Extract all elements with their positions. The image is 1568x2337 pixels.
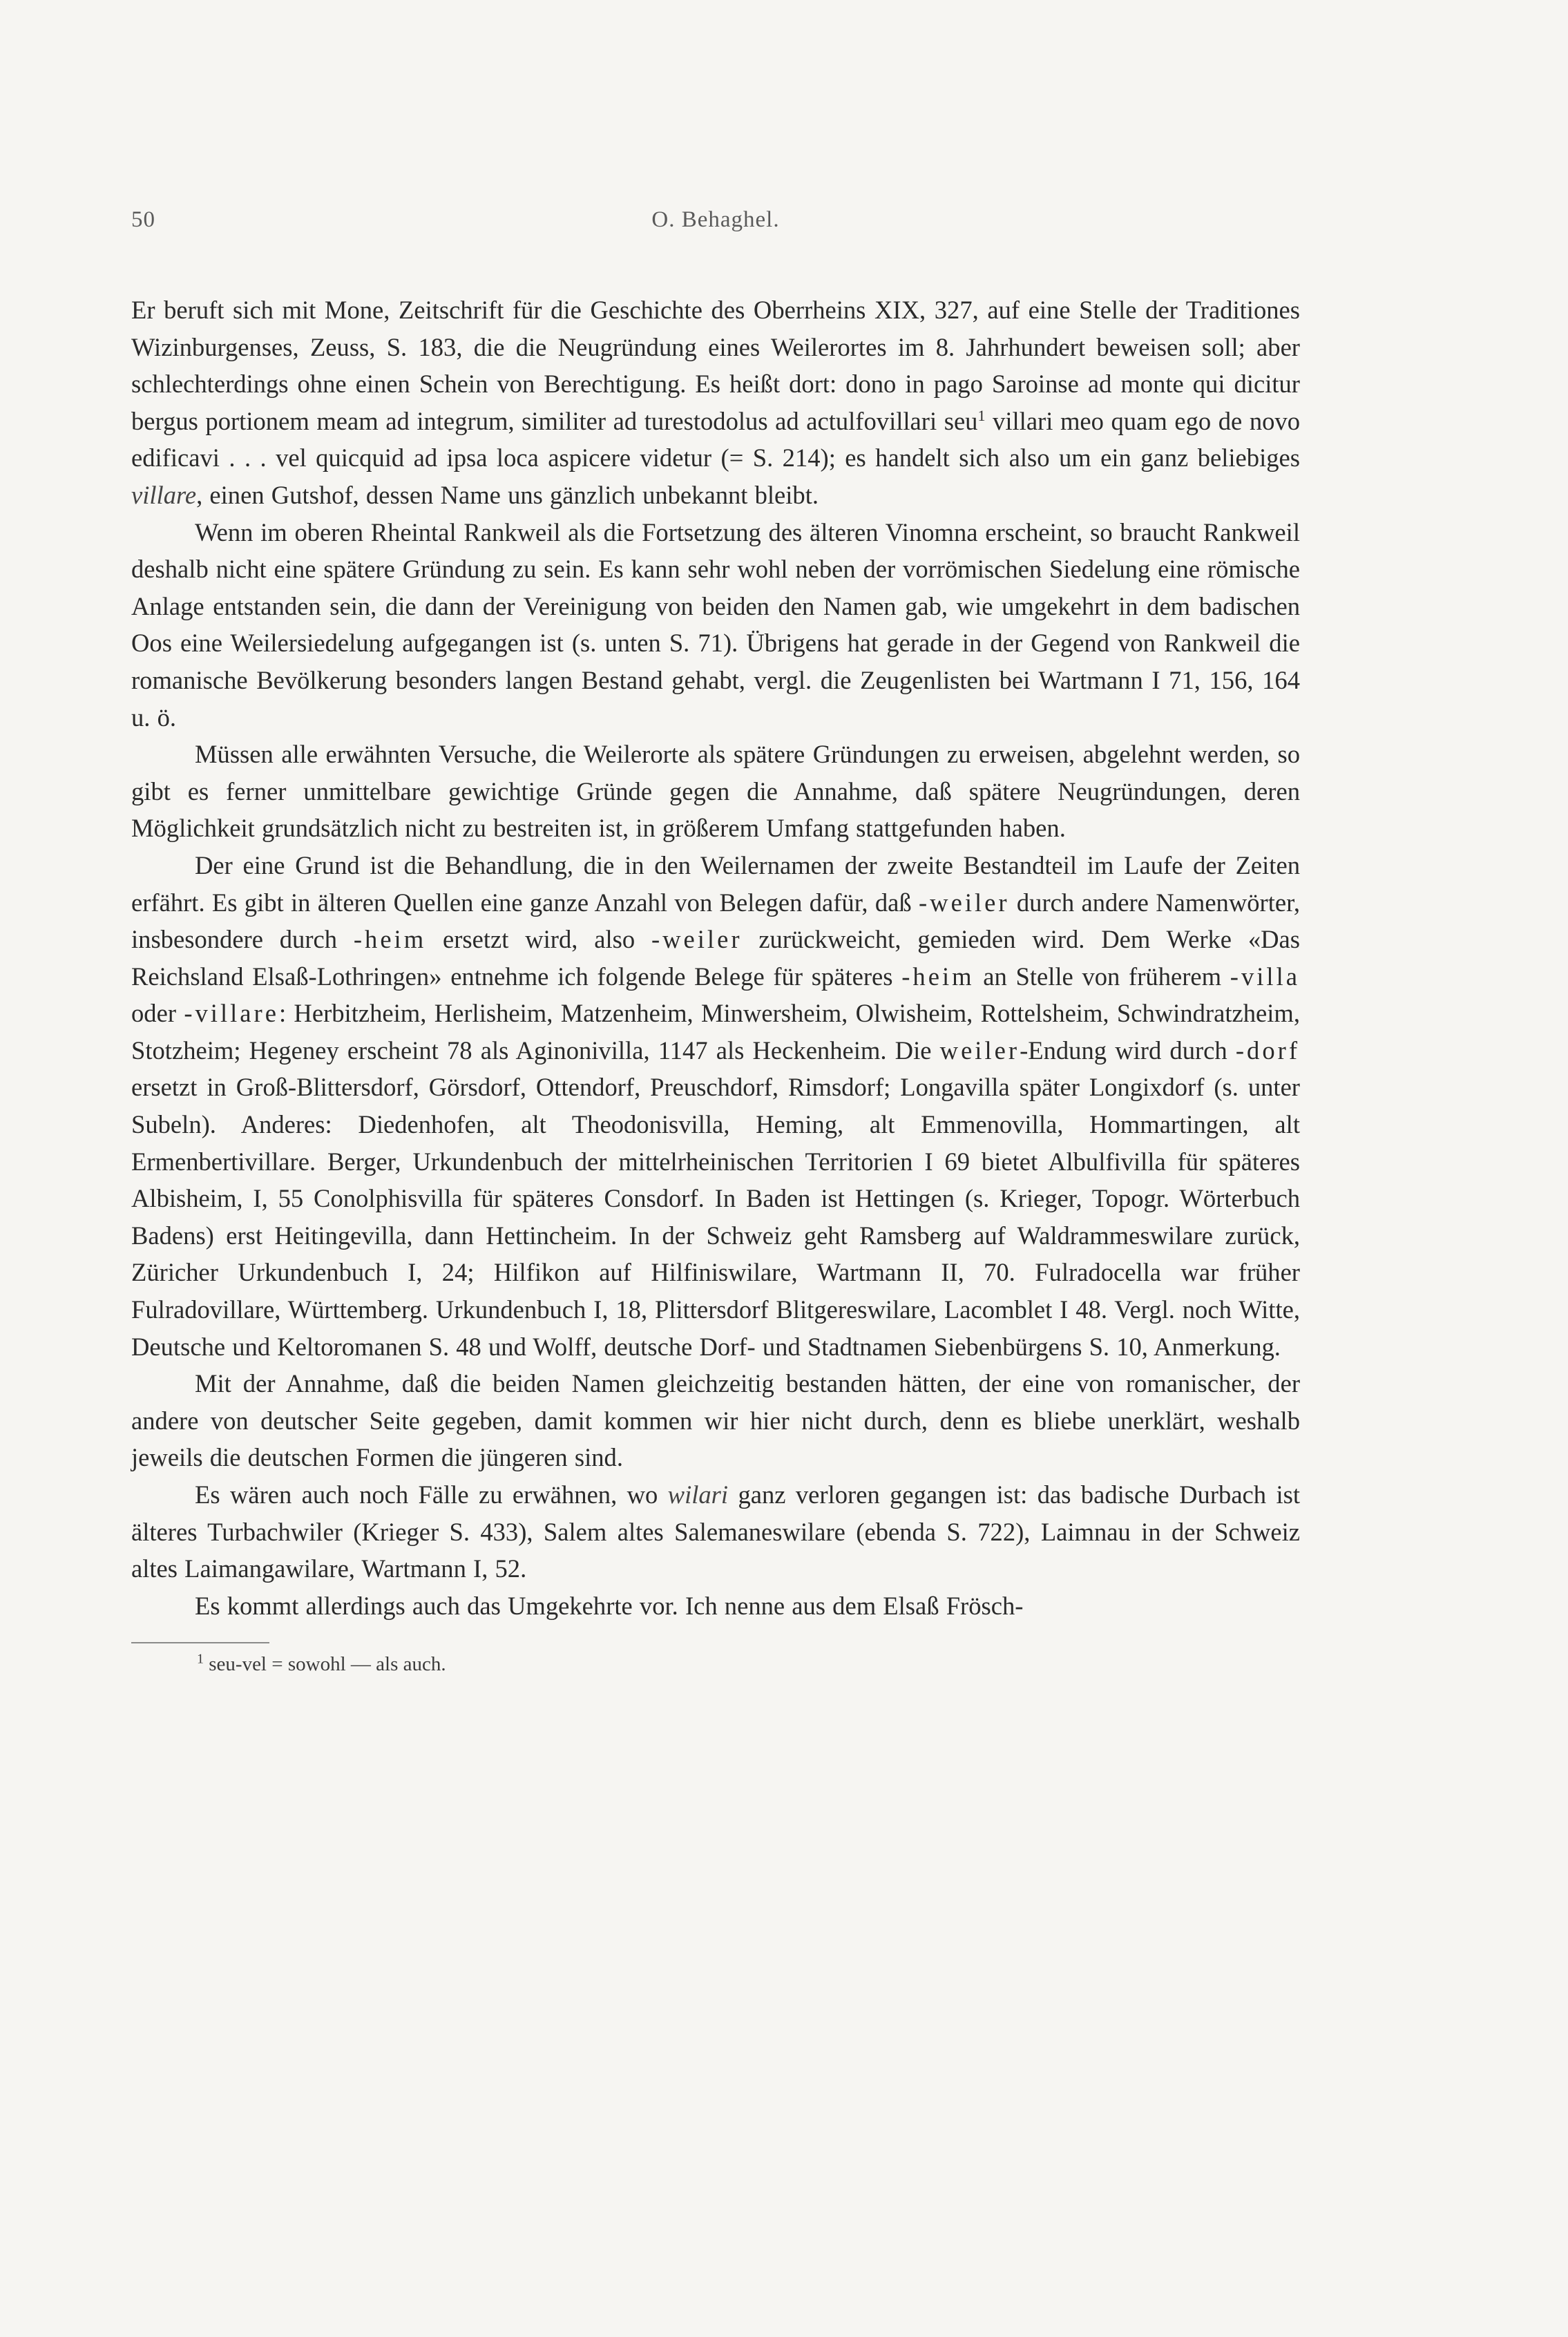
page-number: 50: [131, 207, 155, 232]
footnote: [197, 1653, 1300, 1676]
spaced-term: -dorf: [1235, 1036, 1300, 1065]
text-run: ganz verloren gegangen ist: das badische Durbach ist älteres Turbachwiler (Krieger S. 433), Salem altes Salemaneswilare (ebenda S. 722), Laimnau in der Schweiz altes Laimangawilare, Wartmann I, 52.: [131, 1480, 1300, 1583]
text-run: Er beruft sich mit Mone, Zeitschrift für die Geschichte des Oberrheins XIX, 327, auf eine Stelle der Traditiones Wizinburgenses, Zeuss, S. 183, die die Neugründung eines Weilerortes im 8. Jahrhundert beweisen soll; aber schlechterdings ohne einen Schein von Berechtigung. Es heißt dort: dono in pago Saroinse ad monte qui dicitur bergus portionem meam ad integrum, similiter ad turestodolus ad actulfovillari seu: [131, 296, 1300, 435]
paragraph-1: [131, 292, 1300, 514]
text-run: oder: [131, 999, 184, 1028]
spaced-term: -villare: [184, 999, 279, 1028]
footnote-marker: 1: [197, 1651, 204, 1667]
running-head-author: O. Behaghel.: [651, 207, 780, 232]
footnote-reference: 1: [977, 406, 986, 424]
text-run: Der eine Grund ist die Behandlung, die in den Weilernamen der zweite Bestandteil im Laufe der Zeiten erfährt. Es gibt in älteren Quellen eine ganze Anzahl von Belegen dafür, daß: [131, 850, 1300, 917]
page: [131, 207, 1300, 1676]
paragraph-2: Wenn im oberen Rheintal Rankweil als die Fortsetzung des älteren Vinomna erscheint, so braucht Rankweil deshalb nicht eine spätere Gründung zu sein. Es kann sehr wohl neben der vorrömischen Siedelung eine römische Anlage entstanden sein, die dann der Vereinigung von beiden den Namen gab, wie umgekehrt in dem badischen Oos eine Weilersiedelung aufgegangen ist (s. unten S. 71). Übrigens hat gerade in der Gegend von Rankweil die romanische Bevölkerung besonders langen Bestand gehabt, vergl. die Zeugenlisten bei Wartmann I 71, 156, 164 u. ö.: [131, 517, 1300, 732]
spaced-term: -heim: [901, 962, 975, 991]
spaced-term: -weiler: [918, 888, 1010, 917]
text-run: ersetzt in Groß-Blittersdorf, Görsdorf, Ottendorf, Preuschdorf, Rimsdorf; Longavilla später Longixdorf (s. unter Subeln). Anderes: Diedenhofen, alt Theodonisvilla, Heming, alt Emmenovilla, Hommartingen, alt Ermenbertivillare. Berger, Urkundenbuch der mittelrheinischen Territorien I 69 bietet Albulfivilla für späteres Albisheim, I, 55 Conolphisvilla für späteres Consdorf. In Baden ist Hettingen (s. Krieger, Topogr. Wörterbuch Badens) erst Heitingevilla, dann Hettincheim. In der Schweiz geht Ramsberg auf Waldrammeswilare zurück, Züricher Urkundenbuch I, 24; Hilfikon auf Hilfiniswilare, Wartmann II, 70. Fulradocella war früher Fulradovillare, Württemberg. Urkundenbuch I, 18, Plittersdorf Blitgereswilare, Lacomblet I 48. Vergl. noch Witte, Deutsche und Keltoromanen S. 48 und Wolff, deutsche Dorf- und Stadtnamen Siebenbürgens S. 10, Anmerkung.: [131, 1073, 1300, 1361]
italic-term: villare: [131, 480, 197, 509]
text-run: zurückweicht, gemieden wird. Dem Werke «Das Reichsland Elsaß-Lothringen» entnehme ich folgende Belege für späteres: [131, 925, 1300, 991]
text-run: ersetzt wird, also: [426, 925, 651, 954]
spaced-term: -heim: [353, 925, 427, 954]
text-run: durch andere Namenwörter, insbesondere durch: [131, 888, 1300, 954]
paragraph-4: [131, 847, 1300, 1365]
spaced-term: -villa: [1230, 962, 1300, 991]
text-run: Es wären auch noch Fälle zu erwähnen, wo: [195, 1480, 668, 1509]
text-run: an Stelle von früherem: [974, 962, 1230, 991]
spaced-term: -weiler: [651, 925, 743, 954]
spaced-term: weiler: [939, 1036, 1020, 1065]
text-run: villari meo quam ego de novo edificavi . . . vel quicquid ad ipsa loca aspicere videtur (= S. 214); es handelt sich also um ein ganz beliebiges: [131, 406, 1300, 473]
body-text: [131, 292, 1300, 1624]
running-head: [131, 207, 1300, 249]
footnote-text: seu-vel = sowohl — als auch.: [204, 1653, 446, 1676]
italic-term: wilari: [667, 1480, 729, 1509]
text-run: , einen Gutshof, dessen Name uns gänzlich unbekannt bleibt.: [196, 480, 819, 509]
footnote-divider: [131, 1642, 269, 1643]
paragraph-6: [131, 1476, 1300, 1587]
text-run: : Herbitzheim, Herlisheim, Matzenheim, Minwersheim, Olwisheim, Rottelsheim, Schwindratzheim, Stotzheim; Hegeney erscheint 78 als Aginonivilla, 1147 als Heckenheim. Die: [131, 999, 1301, 1065]
paragraph-3: Müssen alle erwähnten Versuche, die Weilerorte als spätere Gründungen zu erweisen, abgelehnt werden, so gibt es ferner unmittelbare gewichtige Gründe gegen die Annahme, daß spätere Neugründungen, deren Möglichkeit grundsätzlich nicht zu bestreiten ist, in größerem Umfang stattgefunden haben.: [131, 740, 1300, 843]
paragraph-7: Es kommt allerdings auch das Umgekehrte vor. Ich nenne aus dem Elsaß Frösch-: [195, 1591, 1024, 1620]
text-run: -Endung wird durch: [1020, 1036, 1236, 1065]
paragraph-5: Mit der Annahme, daß die beiden Namen gleichzeitig bestanden hätten, der eine von romanischer, der andere von deutscher Seite gegeben, damit kommen wir hier nicht durch, denn es bliebe unerklärt, weshalb jeweils die deutschen Formen die jüngeren sind.: [131, 1369, 1300, 1472]
